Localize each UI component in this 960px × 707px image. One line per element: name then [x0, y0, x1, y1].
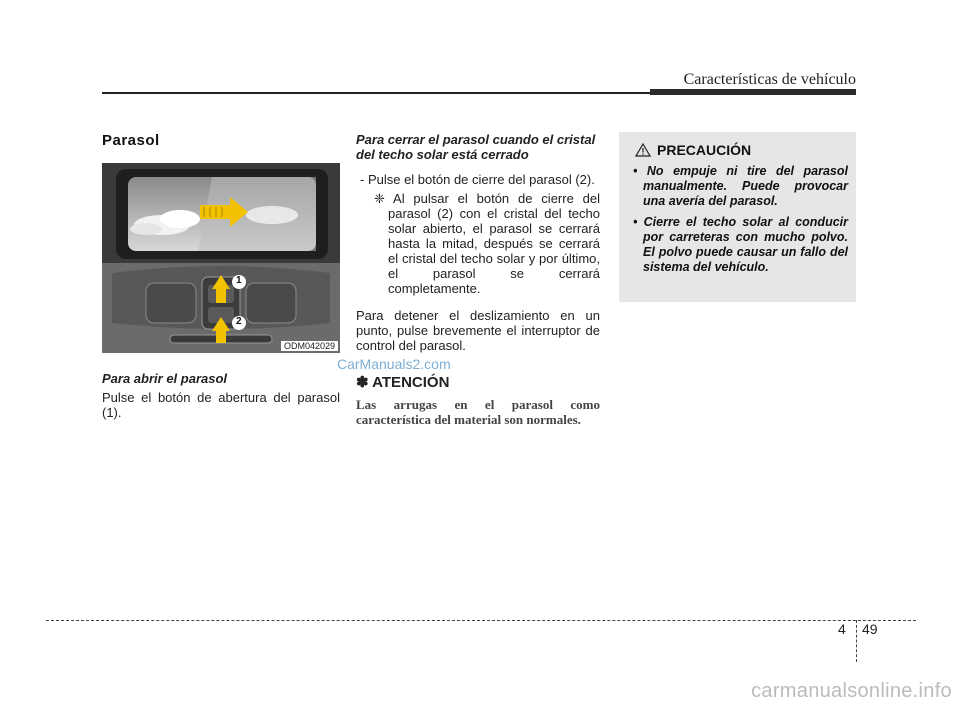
- header-title: Características de vehículo: [683, 71, 856, 88]
- site-footer: carmanualsonline.info: [751, 680, 952, 702]
- close-note: ❈ Al pulsar el botón de cierre del parasol (2) con el cristal del techo solar abierto, el parasol se cerrará hasta la mitad, después se cerrará el cristal del techo solar y por último, el parasol se cerrará completamente.: [374, 191, 600, 296]
- section-title: Parasol: [102, 132, 160, 149]
- footer-chapter: 4: [838, 621, 846, 637]
- footer-divider: [856, 620, 857, 662]
- sunroof-illustration: [102, 163, 340, 353]
- footer-rule: [46, 620, 916, 621]
- caution-item: • No empuje ni tire del parasol manualmente. Puede provocar una avería del parasol.: [633, 164, 848, 208]
- caution-item: • Cierre el techo solar al conducir por carreteras con mucho polvo. El polvo puede causar un fallo del sistema del vehículo.: [633, 215, 848, 274]
- callout-1: 1: [236, 275, 242, 286]
- warning-triangle-icon: [635, 143, 651, 157]
- caution-title: PRECAUCIÓN: [657, 142, 752, 158]
- watermark: CarManuals2.com: [337, 356, 451, 372]
- open-text: Pulse el botón de abertura del parasol (1).: [102, 390, 340, 420]
- close-step: - Pulse el botón de cierre del parasol (2).: [360, 172, 595, 187]
- caution-list: [627, 164, 848, 275]
- callout-2: 2: [236, 316, 242, 327]
- footer-page: 49: [862, 621, 878, 637]
- sunroof-figure: [102, 163, 340, 353]
- attention-title: ✽ ATENCIÓN: [356, 374, 450, 391]
- left-column: [102, 132, 340, 420]
- attention-text: Las arrugas en el parasol como característica del material son normales.: [356, 397, 600, 427]
- close-subtitle: Para cerrar el parasol cuando el cristal del techo solar está cerrado: [356, 132, 596, 162]
- right-column: [619, 132, 856, 302]
- caution-box: [619, 132, 856, 302]
- header-rule-accent: [650, 89, 856, 95]
- middle-column: [356, 132, 600, 427]
- figure-code: ODM042029: [281, 341, 338, 351]
- open-subtitle: Para abrir el parasol: [102, 371, 228, 386]
- stop-paragraph: Para detener el deslizamiento en un punto, pulse brevemente el interruptor de control del parasol.: [356, 308, 600, 353]
